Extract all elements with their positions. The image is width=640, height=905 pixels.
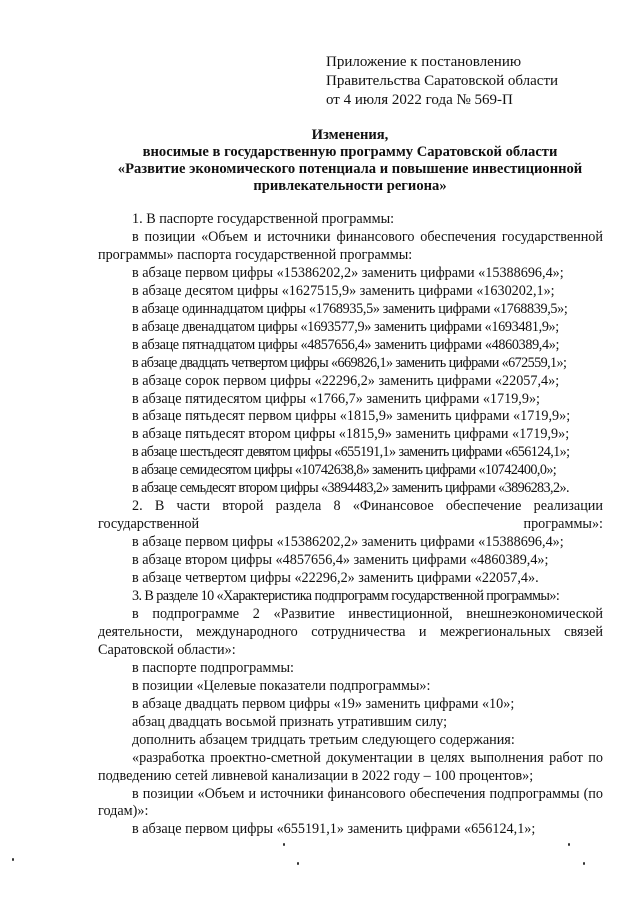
paragraph: в абзаце двадцать первом цифры «19» заменить цифрами «10»; [132, 695, 515, 712]
scan-speck [583, 862, 585, 865]
title-line: Изменения, [311, 127, 389, 143]
appendix-note [326, 53, 616, 110]
paragraph: в абзаце семьдесят втором цифры «3894483,2» заменить цифрами «3896283,2». [132, 480, 569, 497]
paragraph: 3. В разделе 10 «Характеристика подпрограмм государственной программы»: [132, 588, 560, 605]
paragraph: в абзаце одиннадцатом цифры «1768935,5» заменить цифрами «1768839,5»; [132, 300, 568, 317]
paragraph: в позиции «Целевые показатели подпрограммы»: [132, 677, 431, 694]
paragraph: в абзаце двенадцатом цифры «1693577,9» заменить цифрами «1693481,9»; [132, 318, 559, 335]
paragraph: в абзаце сорок первом цифры «22296,2» заменить цифрами «22057,4»; [132, 372, 560, 389]
paragraph: в абзаце втором цифры «4857656,4» заменить цифрами «4860389,4»; [132, 552, 549, 569]
paragraph: в абзаце первом цифры «15386202,2» заменить цифрами «15388696,4»; [132, 534, 564, 551]
document-body [98, 211, 603, 839]
paragraph: в абзаце пятнадцатом цифры «4857656,4» заменить цифрами «4860389,4»; [132, 336, 560, 353]
title-line: вносимые в государственную программу Саратовской области [142, 144, 558, 160]
paragraph: в абзаце семидесятом цифры «10742638,8» заменить цифрами «10742400,0»; [132, 462, 557, 479]
paragraph: в абзаце десятом цифры «1627515,9» заменить цифрами «1630202,1»; [132, 282, 555, 299]
paragraph: 1. В паспорте государственной программы: [132, 211, 395, 227]
title-line: привлекательности региона» [253, 178, 447, 194]
paragraph: в абзаце пятидесятом цифры «1766,7» заменить цифрами «1719,9»; [132, 390, 540, 407]
paragraph: в абзаце четвертом цифры «22296,2» заменить цифрами «22057,4». [132, 570, 539, 587]
appendix-line: Приложение к постановлению [326, 54, 522, 70]
scan-speck [568, 843, 570, 846]
scan-speck [297, 862, 299, 865]
paragraph: в паспорте подпрограммы: [132, 659, 294, 676]
paragraph: в позиции «Объем и источники финансового обеспечения государственной программы» паспорта государственной программы: [98, 228, 603, 263]
paragraph: в абзаце первом цифры «15386202,2» заменить цифрами «15388696,4»; [132, 264, 564, 281]
paragraph: «разработка проектно-сметной документации в целях выполнения работ по подведению сетей ливневой канализации в 2022 году – 100 процентов»; [98, 749, 603, 784]
appendix-line: от 4 июля 2022 года № 569-П [326, 92, 513, 108]
paragraph: в абзаце шестьдесят девятом цифры «655191,1» заменить цифрами «656124,1»; [132, 444, 570, 461]
scan-speck [283, 843, 285, 846]
paragraph: дополнить абзацем тридцать третьим следующего содержания: [132, 731, 515, 748]
document-title [90, 127, 610, 195]
paragraph: в подпрограмме 2 «Развитие инвестиционной, внешнеэкономической деятельности, международного сотрудничества и межрегиональных связей Саратовской области»: [98, 605, 603, 658]
appendix-line: Правительства Саратовской области [326, 73, 559, 89]
paragraph: в абзаце пятьдесят втором цифры «1815,9» заменить цифрами «1719,9»; [132, 426, 570, 443]
scan-speck [12, 858, 14, 861]
paragraph: 2. В части второй раздела 8 «Финансовое обеспечение реализации государственной программы»: [98, 498, 603, 533]
title-line: «Развитие экономического потенциала и повышение инвестиционной [117, 161, 583, 177]
paragraph: в абзаце двадцать четвертом цифры «669826,1» заменить цифрами «672559,1»; [132, 354, 567, 371]
paragraph: абзац двадцать восьмой признать утратившим силу; [132, 713, 448, 730]
paragraph: в абзаце пятьдесят первом цифры «1815,9» заменить цифрами «1719,9»; [132, 408, 571, 425]
paragraph: в позиции «Объем и источники финансового обеспечения подпрограммы (по годам)»: [98, 785, 603, 820]
paragraph: в абзаце первом цифры «655191,1» заменить цифрами «656124,1»; [132, 821, 536, 838]
